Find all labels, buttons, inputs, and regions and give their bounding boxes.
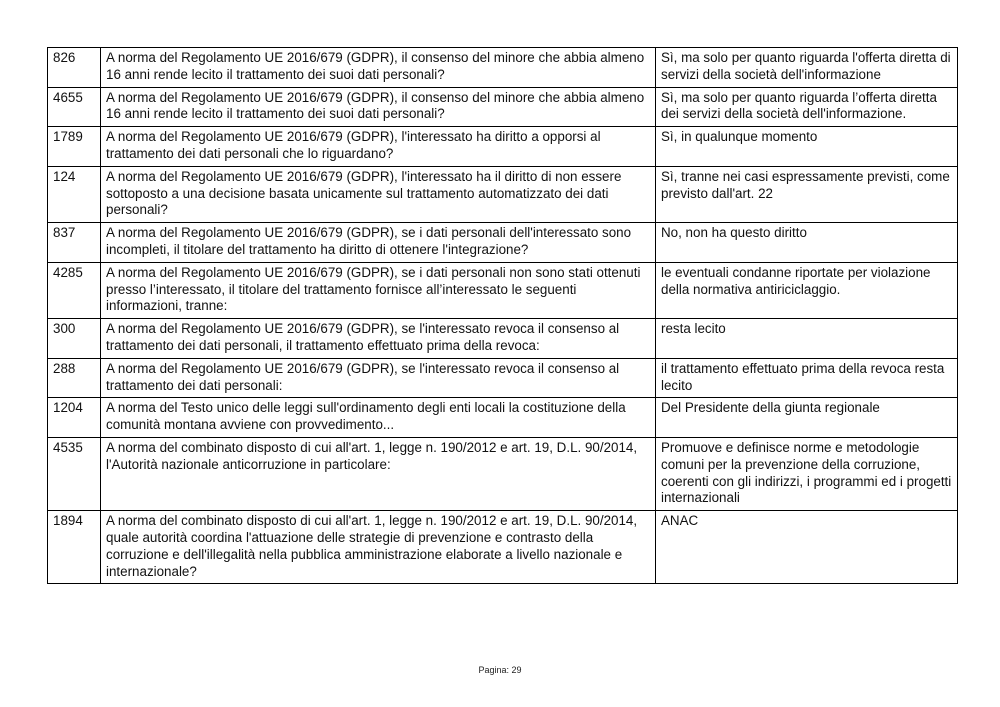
table-row — [48, 437, 958, 510]
answer-text: No, non ha questo diritto — [656, 223, 958, 263]
answer-text: Promuove e definisce norme e metodologie comuni per la prevenzione della corruzione, coerenti con gli indirizzi, i programmi ed i progetti internazionali — [656, 437, 958, 510]
answer-text: ANAC — [656, 511, 958, 584]
answer-text: le eventuali condanne riportate per violazione della normativa antiriciclaggio. — [656, 262, 958, 318]
question-text: A norma del Regolamento UE 2016/679 (GDPR), il consenso del minore che abbia almeno 16 anni rende lecito il trattamento dei suoi dati personali? — [101, 48, 656, 88]
question-text: A norma del combinato disposto di cui all'art. 1, legge n. 190/2012 e art. 19, D.L. 90/2014, l'Autorità nazionale anticorruzione in particolare: — [101, 437, 656, 510]
answer-text: Sì, in qualunque momento — [656, 127, 958, 167]
question-text: A norma del Regolamento UE 2016/679 (GDPR), se i dati personali dell'interessato sono incompleti, il titolare del trattamento ha diritto di ottenere l'integrazione? — [101, 223, 656, 263]
question-id: 1789 — [48, 127, 101, 167]
table-row — [48, 166, 958, 222]
question-text: A norma del Regolamento UE 2016/679 (GDPR), l'interessato ha diritto a opporsi al trattamento dei dati personali che lo riguardano? — [101, 127, 656, 167]
table-row — [48, 511, 958, 584]
answer-text: Sì, ma solo per quanto riguarda l’offerta diretta dei servizi della società dell'informazione. — [656, 87, 958, 127]
table-row — [48, 262, 958, 318]
answer-text: Sì, ma solo per quanto riguarda l'offerta diretta di servizi della società dell'informazione — [656, 48, 958, 88]
answer-text: Sì, tranne nei casi espressamente previsti, come previsto dall'art. 22 — [656, 166, 958, 222]
answer-text: Del Presidente della giunta regionale — [656, 398, 958, 438]
question-text: A norma del Regolamento UE 2016/679 (GDPR), se l'interessato revoca il consenso al trattamento dei dati personali, il trattamento effettuato prima della revoca: — [101, 319, 656, 359]
question-text: A norma del Regolamento UE 2016/679 (GDPR), se i dati personali non sono stati ottenuti presso l’interessato, il titolare del trattamento fornisce all’interessato le seguenti informazioni, tranne: — [101, 262, 656, 318]
table-row — [48, 87, 958, 127]
question-id: 4535 — [48, 437, 101, 510]
question-id: 300 — [48, 319, 101, 359]
question-text: A norma del Regolamento UE 2016/679 (GDPR), l'interessato ha il diritto di non essere sottoposto a una decisione basata unicamente sul trattamento automatizzato dei dati personali? — [101, 166, 656, 222]
questions-table-body — [48, 48, 958, 584]
question-text: A norma del Testo unico delle leggi sull'ordinamento degli enti locali la costituzione della comunità montana avviene con provvedimento... — [101, 398, 656, 438]
answer-text: il trattamento effettuato prima della revoca resta lecito — [656, 358, 958, 398]
question-id: 1894 — [48, 511, 101, 584]
table-row — [48, 223, 958, 263]
question-text: A norma del Regolamento UE 2016/679 (GDPR), il consenso del minore che abbia almeno 16 anni rende lecito il trattamento dei suoi dati personali? — [101, 87, 656, 127]
questions-table — [47, 47, 958, 584]
question-id: 826 — [48, 48, 101, 88]
table-row — [48, 319, 958, 359]
table-row — [48, 398, 958, 438]
table-row — [48, 48, 958, 88]
table-row — [48, 358, 958, 398]
question-id: 124 — [48, 166, 101, 222]
question-id: 288 — [48, 358, 101, 398]
table-row — [48, 127, 958, 167]
question-id: 4655 — [48, 87, 101, 127]
question-id: 837 — [48, 223, 101, 263]
page-number: Pagina: 29 — [478, 665, 522, 675]
question-id: 1204 — [48, 398, 101, 438]
question-text: A norma del combinato disposto di cui all'art. 1, legge n. 190/2012 e art. 19, D.L. 90/2014, quale autorità coordina l'attuazione delle strategie di prevenzione e contrasto della corruzione e dell'illegalità nella pubblica amministrazione elaborate a livello nazionale e internazionale? — [101, 511, 656, 584]
question-id: 4285 — [48, 262, 101, 318]
answer-text: resta lecito — [656, 319, 958, 359]
question-text: A norma del Regolamento UE 2016/679 (GDPR), se l'interessato revoca il consenso al trattamento dei dati personali: — [101, 358, 656, 398]
